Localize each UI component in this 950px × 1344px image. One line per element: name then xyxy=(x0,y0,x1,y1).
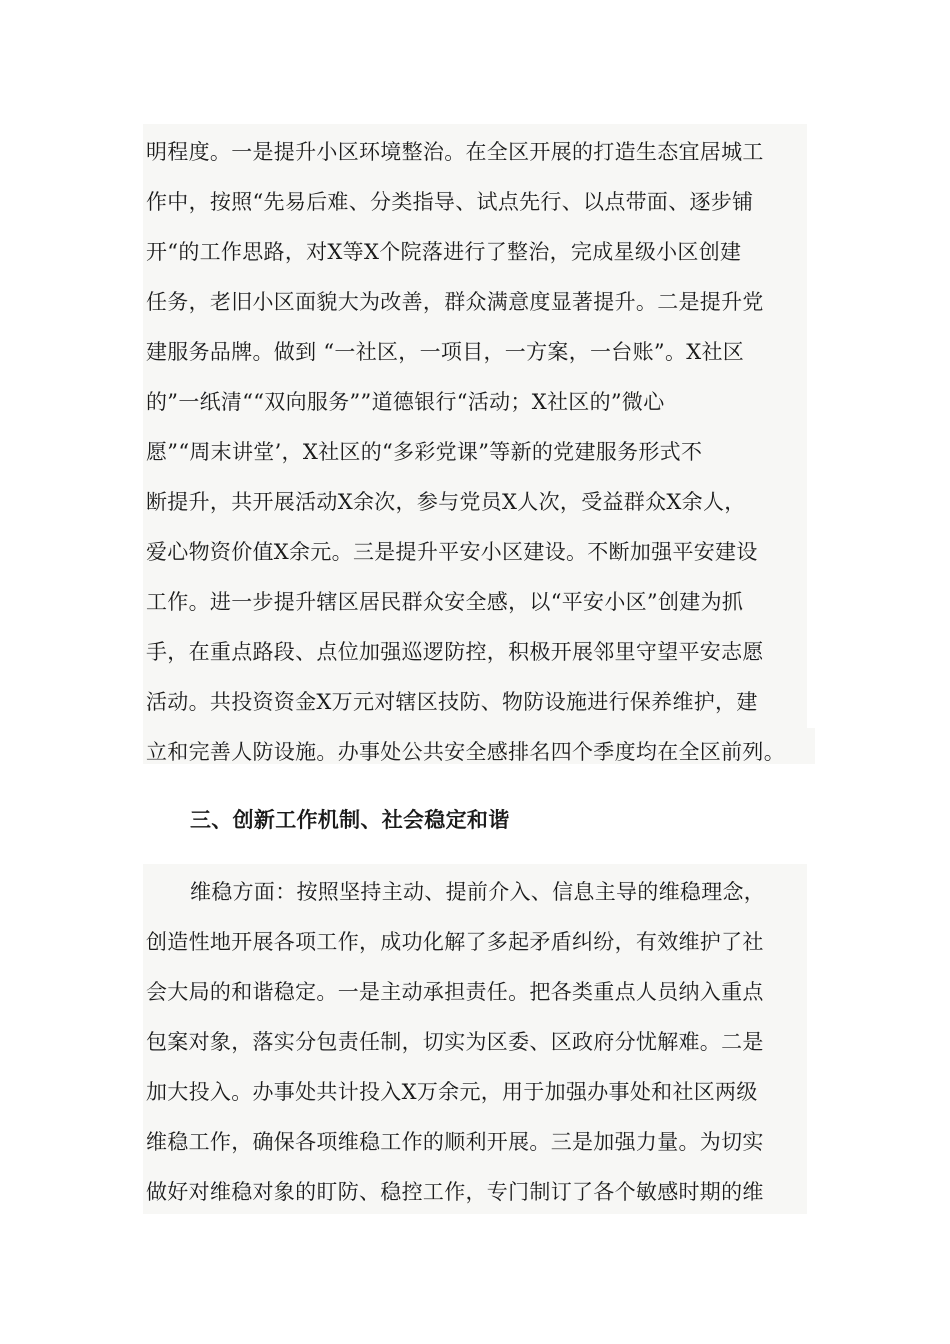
text-line: 会大局的和谐稳定。一是主动承担责任。把各类重点人员纳入重点 xyxy=(146,980,764,1004)
text-line: 手，在重点路段、点位加强巡逻防控，积极开展邻里守望平安志愿 xyxy=(146,640,764,664)
text-line: 做好对维稳对象的盯防、稳控工作，专门制订了各个敏感时期的维 xyxy=(146,1180,764,1204)
section-heading: 三、创新工作机制、社会稳定和谐 xyxy=(190,807,510,832)
text-line: 明程度。一是提升小区环境整治。在全区开展的打造生态宜居城工 xyxy=(146,140,764,164)
text-line: 工作。进一步提升辖区居民群众安全感，以“平安小区”创建为抓 xyxy=(146,590,744,614)
text-line: 活动。共投资资金X万元对辖区技防、物防设施进行保养维护，建 xyxy=(146,690,758,714)
text-line: 作中，按照“先易后难、分类指导、试点先行、以点带面、逐步铺 xyxy=(146,190,754,214)
text-line: 的”一纸清““双向服务””道德银行“活动；X社区的”微心 xyxy=(146,390,665,414)
text-line: 维稳工作，确保各项维稳工作的顺利开展。三是加强力量。为切实 xyxy=(146,1130,764,1154)
text-line: 创造性地开展各项工作，成功化解了多起矛盾纠纷，有效维护了社 xyxy=(146,930,764,954)
text-line: 建服务品牌。做到 “一社区，一项目，一方案，一台账”。X社区 xyxy=(146,340,745,364)
text-line: 包案对象，落实分包责任制，切实为区委、区政府分忧解难。二是 xyxy=(146,1030,764,1054)
text-line: 爱心物资价值X余元。三是提升平安小区建设。不断加强平安建设 xyxy=(146,540,758,564)
text-line: 开“的工作思路，对X等X个院落进行了整治，完成星级小区创建 xyxy=(146,240,742,264)
text-line: 断提升，共开展活动X余次，参与党员X人次，受益群众X余人， xyxy=(146,490,746,514)
text-line: 维稳方面：按照坚持主动、提前介入、信息主导的维稳理念， xyxy=(190,880,766,904)
text-line: 任务，老旧小区面貌大为改善，群众满意度显著提升。二是提升党 xyxy=(146,290,764,314)
text-line: 加大投入。办事处共计投入X万余元，用于加强办事处和社区两级 xyxy=(146,1080,758,1104)
text-line: 立和完善人防设施。办事处公共安全感排名四个季度均在全区前列。 xyxy=(146,740,785,764)
text-block-top-notch xyxy=(807,728,815,764)
text-line: 愿”“周末讲堂’，X社区的“多彩党课”等新的党建服务形式不 xyxy=(146,440,703,464)
